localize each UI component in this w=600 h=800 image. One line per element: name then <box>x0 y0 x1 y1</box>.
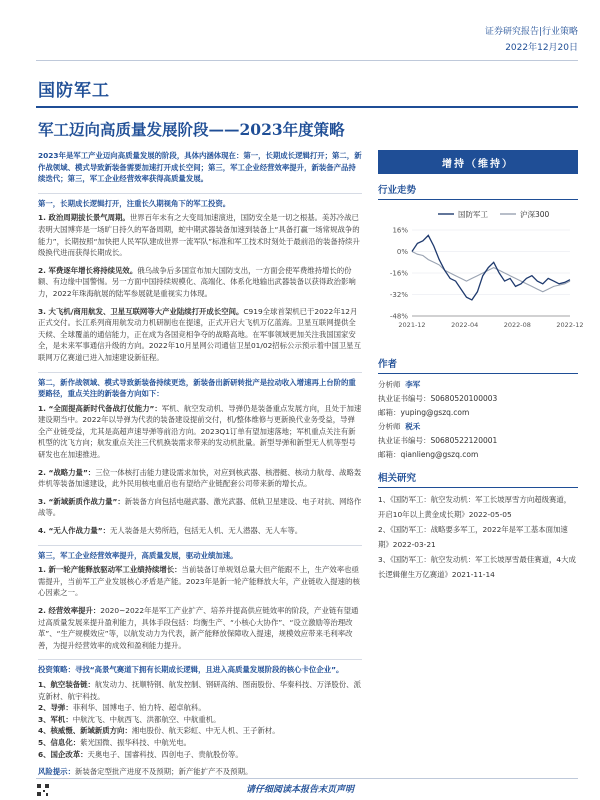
section3-heading: 第三，军工企业经营效率提升，高质量发展，驱动业绩加速。 <box>38 545 362 562</box>
trend-heading: 行业走势 <box>378 182 578 200</box>
intro-summary: 2023年是军工产业迈向高质量发展的阶段，具体内涵体现在：第一，长期成长逻辑打开；第二，新作战领域、模式导致新装备需要加速打开成长空间；第三，军工企业经营效率提升，新装备产品持续迭代；第三，军工企业经营效率获得高质量发展。 <box>38 151 362 184</box>
item-lead: 3. “新域新质作战力量”： <box>38 496 125 506</box>
y-tick-label: -16% <box>389 269 408 278</box>
item-text: 航发动力、抚顺特钢、航发控制、钢研高纳、图南股份、华秦科技、万泽股份、派克新材、航宇科技。 <box>38 679 361 701</box>
section4-heading: 投资策略：寻找“高景气赛道下拥有长期成长逻辑，且进入高质量发展阶段的核心卡位企业”。 <box>38 659 362 676</box>
item-lead: 2、导弹： <box>38 703 73 713</box>
x-tick-label: 2021-12 <box>398 321 426 329</box>
section2-item <box>38 496 362 519</box>
report-date: 2022年12月20日 <box>505 43 578 54</box>
item-text: 中航沈飞、中航西飞、洪都航空、中航重机。 <box>72 714 221 724</box>
author-email[interactable]: 邮箱：qianlieng@gszq.com <box>378 450 479 459</box>
related-list <box>378 492 578 582</box>
authors-heading: 作者 <box>378 356 578 374</box>
item-lead: 2. 经营效率提升： <box>38 606 101 615</box>
section3-item <box>38 564 362 599</box>
author-line <box>378 420 578 434</box>
y-tick-label: -32% <box>389 291 408 299</box>
header-divider <box>36 60 578 61</box>
section4-item <box>38 725 362 737</box>
main-body <box>38 150 362 784</box>
section2-item <box>38 525 362 537</box>
risk-lead: 风险提示： <box>38 767 75 777</box>
author-role: 分析师 <box>378 380 401 389</box>
author-line <box>378 378 578 392</box>
y-tick-label: -48% <box>389 312 408 321</box>
x-tick-label: 2022-12 <box>556 321 584 329</box>
item-lead: 1. 政治周期拔长景气周期。 <box>38 213 130 223</box>
legend-label-defense: 国防军工 <box>458 210 488 219</box>
item-text: 当前装备订单规划总量大但产能跟不上，生产效率也亟需提升，当前军工产业发展核心矛盾是产能。2023年是新一轮产能释放大年，产业链收入提速的核心因素之一。 <box>38 565 360 598</box>
report-header <box>485 24 578 56</box>
item-lead: 1. “全面提高新时代备战打仗能力”： <box>38 403 162 413</box>
related-item[interactable]: 1、《国防军工：航空发动机：军工长坡厚雪方向超级赛道，开启10年以上黄金成长期》2022-05-05 <box>378 495 572 519</box>
sidebar <box>378 150 584 582</box>
item-text: 紫光国微、振华科技、中航光电。 <box>80 737 191 747</box>
author-name: 税禾 <box>405 422 421 431</box>
rating-badge: 增持（维持） <box>378 150 578 174</box>
section4-item <box>38 702 362 714</box>
section1-item <box>38 306 362 364</box>
item-text: 湘电股份、航天彩虹、中无人机、王子新材。 <box>131 726 280 736</box>
legend-label-hs300: 沪深300 <box>520 210 550 219</box>
author-role: 分析师 <box>378 422 401 431</box>
section4-item <box>38 749 362 761</box>
x-tick-label: 2022-08 <box>503 321 531 329</box>
risk-warning <box>38 766 362 778</box>
section3-item <box>38 605 362 651</box>
item-lead: 5、信息化： <box>38 737 81 747</box>
related-item[interactable]: 2、《国防军工：战略要多军工，2022年是军工基本面加速期》2022-03-21 <box>378 525 568 549</box>
section1-heading: 第一，长期成长逻辑打开，注重长久期视角下的军工投资。 <box>38 193 362 210</box>
item-text: 菲利华、国博电子、铂力特、超卓航科。 <box>72 703 206 713</box>
section1-item <box>38 212 362 258</box>
item-text: 军机、航空发动机、导弹仍是装备重点发展方向，且处于加速建设期当中。2022年以导弹为代表的装备建设提前交付，机/整体维修与更新换代业务受益，导弹全产业链受益，尤其是高超声速导弹等前沿方向。2023Q1订单有望加速落地；军机重点关注有新机型的沈飞方向；航发重点关注三代机换装需求带来的发动机批量。新型导弹和新型无人机等型号研发也在加速推进。 <box>38 403 362 460</box>
footer-divider <box>36 778 578 779</box>
item-lead: 6、国企改革： <box>38 749 88 759</box>
y-tick-label: 0% <box>396 248 408 256</box>
item-lead: 3、军机： <box>38 714 73 724</box>
item-text: C919全球首架机已于2022年12月正式交付。长江系列商用航发动力机研制也在提速，正式开启大飞机万亿蓝海。卫星互联网提供全天候、全球覆盖的通信能力，正在成为各国竞相争夺的战略高地。在军事领域更加关注我国国家安全，是未来军事通信升级的方向。2022年10月星网公司通信卫星01/02招标公示预示着中国卫星互联网万亿赛道已进入加速建设新征程。 <box>38 306 361 362</box>
item-lead: 1. 新一轮产能释放驱动军工业绩持续增长： <box>38 565 182 575</box>
report-title: 军工迈向高质量发展阶段——2023年度策略 <box>38 120 345 139</box>
author-cert: 执业证书编号：S0680520100003 <box>378 394 498 403</box>
author-name: 李军 <box>405 380 421 389</box>
item-text: 新装备方向包括电磁武器、激光武器、低轨卫星建设、电子对抗、网络作战等。 <box>38 496 362 518</box>
footer-disclaimer: 请仔细阅读本报告末页声明 <box>245 785 354 795</box>
item-lead: 3. 大飞机/商用航发、卫星互联网等大产业陆续打开成长空间。 <box>38 306 244 316</box>
section4-item <box>38 737 362 749</box>
item-text: 俄乌战争后多国宣布加大国防支出，一方面会使军费维持增长的份额、有边缘中国警惕。另一方面中国持续规模化、高端化、体系化地输出武器装备以获得政治影响力，2022年珠海航展的陆军参展就是重视实力体现。 <box>38 265 356 298</box>
section1-item <box>38 265 362 300</box>
section4-item <box>38 679 362 702</box>
item-text: 2020~2022年是军工产业扩产、培养并提高供应链效率的阶段，产业链有望通过高质量发展来提升盈利能力，具体手段包括：均衡生产、“小核心大协作”、“设立激励等治理改革”、“生产规模效应”等，以航发动力为代表，新产能释放保障收入提速，规模效应带来毛利率改善，为提升经营效率的成效和盈利能力提升。 <box>38 606 359 650</box>
author-cert: 执业证书编号：S0680522120001 <box>378 436 498 445</box>
author-block <box>378 378 578 462</box>
series-line-hs300 <box>412 252 570 292</box>
item-lead: 1、航空装备链： <box>38 679 95 689</box>
trend-chart-svg <box>378 204 584 344</box>
section2-heading: 第二，新作战领域、模式导致新装备持续更迭，新装备出新研转批产是拉动收入增速再上台阶的重要路径，重点关注的新装备方向如下： <box>38 372 362 400</box>
item-text: 无人装备是大势所趋，包括无人机、无人潜器、无人车等。 <box>109 526 303 536</box>
item-text: 天奥电子、国睿科技、四创电子、贵航股份等。 <box>87 749 243 759</box>
section2-item <box>38 467 362 490</box>
section4-item <box>38 714 362 726</box>
risk-text: 新装备定型批产进度不及预期；新产能扩产不及预期。 <box>74 767 253 777</box>
x-tick-label: 2022-04 <box>451 321 479 329</box>
related-heading: 相关研究 <box>378 470 578 488</box>
sector-divider <box>36 106 578 108</box>
item-lead: 4、核威慑、新域新质方向： <box>38 726 132 736</box>
report-type: 证券研究报告|行业策略 <box>484 27 578 37</box>
item-text: 三位一体核打击能力建设需求加快，对应到核武器、核潜艇、核动力航母、战略轰炸机等装备加速建设，此外民用核电重启也有望给产业链配套公司带来新的增长点。 <box>38 467 362 489</box>
item-lead: 4. “无人作战力量”： <box>38 526 110 536</box>
item-text: 世界百年未有之大变局加速演进，国防安全是一切之根基。美苏冷战已表明大国博弈是一场旷日持久的军备周期，蛇中期武器装备加速到装备上“具备打赢一场常规战争的能力”，长期按照“加快把人民军队建成世界一流军队”标准和军工技术时刻处于最前沿的装备持续升级换代进而获得长期成长。 <box>38 213 360 258</box>
y-tick-label: 16% <box>392 226 408 235</box>
related-item[interactable]: 3、《国防军工：航空发动机：军工长坡厚雪最佳赛道，4大成长逻辑催生万亿赛道》2021-11-14 <box>378 555 576 579</box>
item-lead: 2. “战略力量”： <box>38 467 96 477</box>
section2-item <box>38 403 362 461</box>
item-lead: 2. 军费逐年增长将持续见效。 <box>38 265 138 275</box>
sector-title: 国防军工 <box>38 81 110 101</box>
author-email[interactable]: 邮箱：yuping@gszq.com <box>378 408 470 417</box>
trend-chart <box>378 204 584 348</box>
